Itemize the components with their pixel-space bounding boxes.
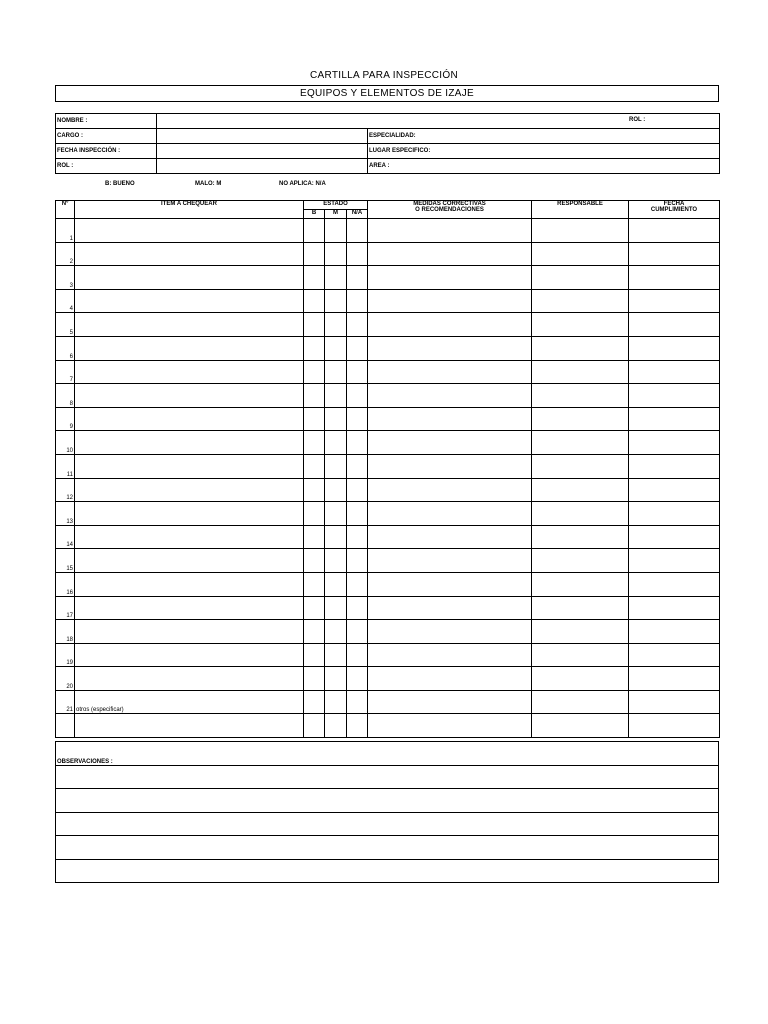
- fecha-cell[interactable]: [629, 667, 720, 691]
- item-cell[interactable]: [75, 313, 304, 337]
- estado-m-cell[interactable]: [325, 266, 347, 290]
- row-number: 2: [56, 242, 75, 266]
- estado-b-cell[interactable]: [304, 667, 325, 691]
- item-cell[interactable]: [75, 714, 304, 738]
- table-row: [56, 525, 720, 549]
- table-row: [56, 360, 720, 384]
- table-row: [56, 219, 720, 243]
- nombre-label: NOMBRE :: [56, 114, 157, 129]
- estado-m-cell[interactable]: [325, 643, 347, 667]
- rol-right-label: ROL :: [629, 117, 646, 123]
- estado-m-cell[interactable]: [325, 360, 347, 384]
- medidas-cell[interactable]: [368, 289, 532, 313]
- medidas-cell[interactable]: [368, 431, 532, 455]
- item-cell[interactable]: [75, 667, 304, 691]
- row-number: 5: [56, 313, 75, 337]
- responsable-cell[interactable]: [532, 336, 629, 360]
- item-cell[interactable]: [75, 620, 304, 644]
- medidas-cell[interactable]: [368, 336, 532, 360]
- estado-b-cell[interactable]: [304, 572, 325, 596]
- estado-na-cell[interactable]: [347, 289, 368, 313]
- medidas-cell[interactable]: [368, 667, 532, 691]
- medidas-cell[interactable]: [368, 502, 532, 526]
- responsable-cell[interactable]: [532, 478, 629, 502]
- fecha-cell[interactable]: [629, 502, 720, 526]
- estado-na-cell[interactable]: [347, 596, 368, 620]
- item-cell[interactable]: [75, 219, 304, 243]
- rol-field[interactable]: [157, 159, 368, 174]
- estado-m-cell[interactable]: [325, 313, 347, 337]
- estado-na-cell[interactable]: [347, 407, 368, 431]
- medidas-cell[interactable]: [368, 572, 532, 596]
- estado-b-cell[interactable]: [304, 219, 325, 243]
- row-number: 11: [56, 454, 75, 478]
- medidas-cell[interactable]: [368, 620, 532, 644]
- header-fecha: [629, 201, 720, 219]
- especialidad-label: ESPECIALIDAD:: [368, 129, 720, 144]
- responsable-cell[interactable]: [532, 572, 629, 596]
- item-cell[interactable]: [75, 336, 304, 360]
- checklist-table: [55, 200, 720, 738]
- medidas-cell[interactable]: [368, 478, 532, 502]
- estado-na-cell[interactable]: [347, 714, 368, 738]
- lugar-especifico-label: LUGAR ESPECIFICO:: [368, 144, 720, 159]
- table-row: [56, 407, 720, 431]
- observaciones-line[interactable]: [56, 836, 719, 860]
- medidas-cell[interactable]: [368, 643, 532, 667]
- estado-na-cell[interactable]: [347, 360, 368, 384]
- item-cell[interactable]: [75, 289, 304, 313]
- header-responsable: RESPONSABLE: [532, 201, 629, 219]
- row-number: 4: [56, 289, 75, 313]
- estado-b-cell[interactable]: [304, 502, 325, 526]
- responsable-cell[interactable]: [532, 289, 629, 313]
- estado-na-cell[interactable]: [347, 572, 368, 596]
- responsable-cell[interactable]: [532, 714, 629, 738]
- header-na: N/A: [347, 210, 368, 219]
- estado-na-cell[interactable]: [347, 242, 368, 266]
- row-number: 20: [56, 667, 75, 691]
- header-b: B: [304, 210, 325, 219]
- responsable-cell[interactable]: [532, 384, 629, 408]
- fecha-cell[interactable]: [629, 525, 720, 549]
- medidas-cell[interactable]: [368, 454, 532, 478]
- medidas-cell[interactable]: [368, 714, 532, 738]
- document-title: CARTILLA PARA INSPECCIÓN: [310, 70, 458, 81]
- responsable-cell[interactable]: [532, 242, 629, 266]
- item-cell[interactable]: [75, 502, 304, 526]
- responsable-cell[interactable]: [532, 219, 629, 243]
- header-item: ITEM A CHEQUEAR: [75, 201, 304, 219]
- estado-na-cell[interactable]: [347, 313, 368, 337]
- observaciones-table: [55, 741, 719, 883]
- estado-m-cell[interactable]: [325, 549, 347, 573]
- table-row: [56, 242, 720, 266]
- estado-na-cell[interactable]: [347, 549, 368, 573]
- medidas-cell[interactable]: [368, 266, 532, 290]
- estado-b-cell[interactable]: [304, 549, 325, 573]
- item-cell[interactable]: [75, 407, 304, 431]
- row-number: 7: [56, 360, 75, 384]
- observaciones-line[interactable]: [56, 765, 719, 789]
- estado-m-cell[interactable]: [325, 572, 347, 596]
- responsable-cell[interactable]: [532, 454, 629, 478]
- cargo-field[interactable]: [157, 129, 368, 144]
- medidas-cell[interactable]: [368, 596, 532, 620]
- estado-na-cell[interactable]: [347, 219, 368, 243]
- observaciones-line[interactable]: [56, 812, 719, 836]
- document-subtitle: EQUIPOS Y ELEMENTOS DE IZAJE: [55, 85, 719, 102]
- row-number: 1: [56, 219, 75, 243]
- estado-m-cell[interactable]: [325, 478, 347, 502]
- fecha-cell[interactable]: [629, 219, 720, 243]
- estado-b-cell[interactable]: [304, 596, 325, 620]
- responsable-cell[interactable]: [532, 690, 629, 714]
- estado-m-cell[interactable]: [325, 219, 347, 243]
- table-row: [56, 336, 720, 360]
- header-fecha-line1: FECHA: [663, 201, 685, 207]
- estado-m-cell[interactable]: [325, 667, 347, 691]
- observaciones-label: OBSERVACIONES :: [56, 742, 719, 766]
- estado-na-cell[interactable]: [347, 502, 368, 526]
- fecha-inspeccion-field[interactable]: [157, 144, 368, 159]
- fecha-cell[interactable]: [629, 643, 720, 667]
- rol-label: ROL :: [56, 159, 157, 174]
- estado-b-cell[interactable]: [304, 384, 325, 408]
- fecha-cell[interactable]: [629, 620, 720, 644]
- fecha-cell[interactable]: [629, 478, 720, 502]
- table-row: [56, 714, 720, 738]
- estado-na-cell[interactable]: [347, 454, 368, 478]
- estado-m-cell[interactable]: [325, 454, 347, 478]
- estado-m-cell[interactable]: [325, 620, 347, 644]
- area-label: AREA :: [368, 159, 720, 174]
- medidas-cell[interactable]: [368, 525, 532, 549]
- header-medidas-line2: O RECOMENDACIONES: [415, 207, 484, 213]
- table-row: [56, 289, 720, 313]
- header-num: Nº: [56, 201, 75, 219]
- header-medidas: [368, 201, 532, 219]
- estado-b-cell[interactable]: [304, 525, 325, 549]
- fecha-cell[interactable]: [629, 242, 720, 266]
- estado-m-cell[interactable]: [325, 525, 347, 549]
- info-table: [55, 113, 720, 174]
- responsable-cell[interactable]: [532, 596, 629, 620]
- fecha-cell[interactable]: [629, 407, 720, 431]
- row-number: 16: [56, 572, 75, 596]
- table-row: [56, 384, 720, 408]
- item-cell[interactable]: [75, 478, 304, 502]
- nombre-field[interactable]: [157, 114, 720, 129]
- item-cell[interactable]: [75, 643, 304, 667]
- legend-bueno: B: BUENO: [105, 181, 135, 187]
- table-row: [56, 266, 720, 290]
- header-medidas-line1: MEDIDAS CORRECTIVAS: [413, 201, 486, 207]
- table-row: [56, 549, 720, 573]
- responsable-cell[interactable]: [532, 525, 629, 549]
- estado-b-cell[interactable]: [304, 620, 325, 644]
- legend-no-aplica: NO APLICA: N/A: [279, 181, 326, 187]
- fecha-inspeccion-label: FECHA INSPECCIÓN :: [56, 144, 157, 159]
- responsable-cell[interactable]: [532, 502, 629, 526]
- estado-b-cell[interactable]: [304, 643, 325, 667]
- item-cell[interactable]: [75, 596, 304, 620]
- estado-m-cell[interactable]: [325, 407, 347, 431]
- row-number: 14: [56, 525, 75, 549]
- fecha-cell[interactable]: [629, 572, 720, 596]
- row-number: 10: [56, 431, 75, 455]
- fecha-cell[interactable]: [629, 431, 720, 455]
- item-cell[interactable]: [75, 454, 304, 478]
- item-cell[interactable]: [75, 431, 304, 455]
- estado-m-cell[interactable]: [325, 690, 347, 714]
- row-number: 12: [56, 478, 75, 502]
- fecha-cell[interactable]: [629, 360, 720, 384]
- header-estado: ESTADO: [304, 201, 368, 210]
- table-row: [56, 690, 720, 714]
- estado-na-cell[interactable]: [347, 431, 368, 455]
- fecha-cell[interactable]: [629, 266, 720, 290]
- row-number: 15: [56, 549, 75, 573]
- row-number: 8: [56, 384, 75, 408]
- header-m: M: [325, 210, 347, 219]
- estado-b-cell[interactable]: [304, 407, 325, 431]
- table-row: [56, 431, 720, 455]
- fecha-cell[interactable]: [629, 596, 720, 620]
- fecha-cell[interactable]: [629, 454, 720, 478]
- medidas-cell[interactable]: [368, 242, 532, 266]
- estado-m-cell[interactable]: [325, 714, 347, 738]
- estado-na-cell[interactable]: [347, 266, 368, 290]
- observaciones-line[interactable]: [56, 859, 719, 883]
- table-row: [56, 620, 720, 644]
- header-fecha-line2: CUMPLIMIENTO: [650, 207, 698, 213]
- estado-na-cell[interactable]: [347, 478, 368, 502]
- estado-m-cell[interactable]: [325, 242, 347, 266]
- fecha-cell[interactable]: [629, 384, 720, 408]
- estado-m-cell[interactable]: [325, 289, 347, 313]
- responsable-cell[interactable]: [532, 549, 629, 573]
- observaciones-line[interactable]: [56, 789, 719, 813]
- legend-malo: MALO: M: [195, 181, 222, 187]
- table-row: [56, 667, 720, 691]
- row-number: 19: [56, 643, 75, 667]
- medidas-cell[interactable]: [368, 313, 532, 337]
- fecha-cell[interactable]: [629, 336, 720, 360]
- item-cell[interactable]: [75, 572, 304, 596]
- medidas-cell[interactable]: [368, 219, 532, 243]
- estado-b-cell[interactable]: [304, 266, 325, 290]
- estado-na-cell[interactable]: [347, 620, 368, 644]
- table-row: [56, 643, 720, 667]
- responsable-cell[interactable]: [532, 266, 629, 290]
- item-cell[interactable]: [75, 360, 304, 384]
- row-number: 21: [56, 690, 75, 714]
- fecha-cell[interactable]: [629, 549, 720, 573]
- estado-b-cell[interactable]: [304, 336, 325, 360]
- responsable-cell[interactable]: [532, 360, 629, 384]
- cargo-label: CARGO :: [56, 129, 157, 144]
- fecha-cell[interactable]: [629, 714, 720, 738]
- row-number: 13: [56, 502, 75, 526]
- row-number: 3: [56, 266, 75, 290]
- estado-na-cell[interactable]: [347, 690, 368, 714]
- estado-m-cell[interactable]: [325, 336, 347, 360]
- table-row: [56, 502, 720, 526]
- row-number: 18: [56, 620, 75, 644]
- estado-b-cell[interactable]: [304, 242, 325, 266]
- item-cell[interactable]: otros (especificar): [75, 690, 304, 714]
- row-number: [56, 714, 75, 738]
- table-row: [56, 313, 720, 337]
- item-cell[interactable]: [75, 242, 304, 266]
- row-number: 6: [56, 336, 75, 360]
- estado-b-cell[interactable]: [304, 360, 325, 384]
- estado-m-cell[interactable]: [325, 596, 347, 620]
- estado-b-cell[interactable]: [304, 478, 325, 502]
- estado-b-cell[interactable]: [304, 289, 325, 313]
- estado-b-cell[interactable]: [304, 313, 325, 337]
- fecha-cell[interactable]: [629, 289, 720, 313]
- fecha-cell[interactable]: [629, 690, 720, 714]
- medidas-cell[interactable]: [368, 690, 532, 714]
- fecha-cell[interactable]: [629, 313, 720, 337]
- medidas-cell[interactable]: [368, 360, 532, 384]
- item-cell[interactable]: [75, 266, 304, 290]
- estado-m-cell[interactable]: [325, 502, 347, 526]
- estado-b-cell[interactable]: [304, 454, 325, 478]
- medidas-cell[interactable]: [368, 384, 532, 408]
- estado-b-cell[interactable]: [304, 714, 325, 738]
- table-row: [56, 596, 720, 620]
- responsable-cell[interactable]: [532, 667, 629, 691]
- estado-m-cell[interactable]: [325, 384, 347, 408]
- estado-na-cell[interactable]: [347, 384, 368, 408]
- estado-na-cell[interactable]: [347, 643, 368, 667]
- medidas-cell[interactable]: [368, 549, 532, 573]
- medidas-cell[interactable]: [368, 407, 532, 431]
- responsable-cell[interactable]: [532, 407, 629, 431]
- item-cell[interactable]: [75, 525, 304, 549]
- estado-na-cell[interactable]: [347, 525, 368, 549]
- responsable-cell[interactable]: [532, 431, 629, 455]
- estado-b-cell[interactable]: [304, 431, 325, 455]
- estado-b-cell[interactable]: [304, 690, 325, 714]
- table-row: [56, 478, 720, 502]
- checklist-rows: [56, 219, 720, 738]
- item-cell[interactable]: [75, 549, 304, 573]
- row-number: 9: [56, 407, 75, 431]
- estado-na-cell[interactable]: [347, 336, 368, 360]
- estado-na-cell[interactable]: [347, 667, 368, 691]
- responsable-cell[interactable]: [532, 313, 629, 337]
- responsable-cell[interactable]: [532, 643, 629, 667]
- item-cell[interactable]: [75, 384, 304, 408]
- row-number: 17: [56, 596, 75, 620]
- table-row: [56, 572, 720, 596]
- estado-m-cell[interactable]: [325, 431, 347, 455]
- table-row: [56, 454, 720, 478]
- responsable-cell[interactable]: [532, 620, 629, 644]
